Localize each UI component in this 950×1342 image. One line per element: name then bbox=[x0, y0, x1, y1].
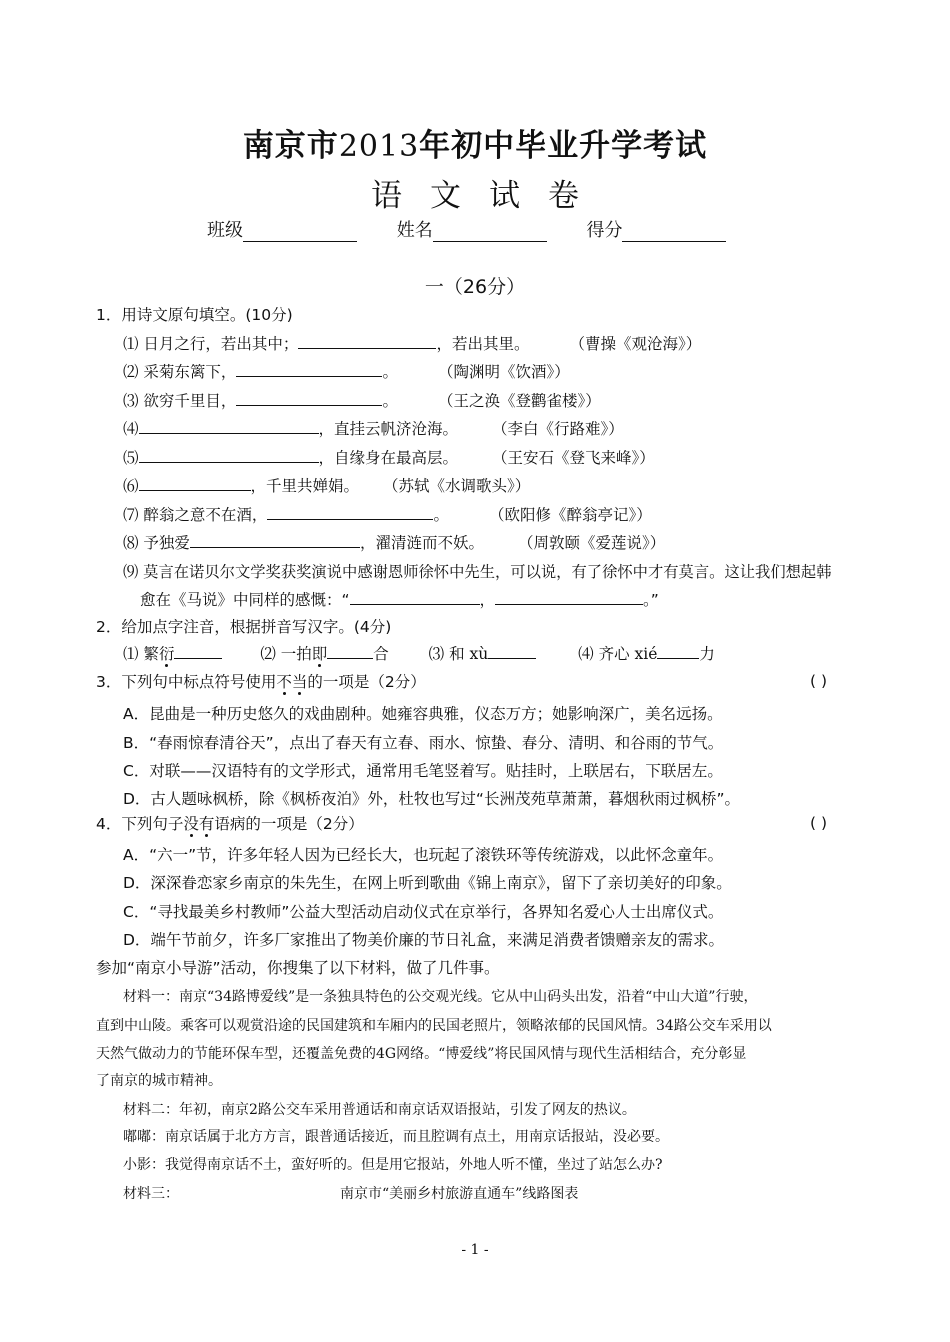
q4-answer-box[interactable]: ( ) bbox=[810, 814, 828, 832]
q3-option-a: A．昆曲是一种历史悠久的戏曲剧种。她雍容典雅，仪态万方；她影响深广，美名远扬。 bbox=[123, 705, 723, 723]
material1-line4: 了南京的城市精神。 bbox=[96, 1073, 222, 1089]
title-city: 南京市 bbox=[242, 128, 339, 164]
score-field[interactable] bbox=[622, 221, 726, 242]
q4-option-a: A．“六一”节，许多年轻人因为已经长大，也玩起了滚铁环等传统游戏，以此怀念童年。 bbox=[123, 846, 724, 864]
q3-answer-box[interactable]: ( ) bbox=[810, 672, 828, 690]
q1-item1: ⑴ 日月之行，若出其中； ，若出其里。 （曹操《观沧海》） bbox=[123, 335, 702, 353]
q4-stem: 4．下列句子没有语病的一项是（2分） bbox=[96, 815, 364, 833]
material2-line1: 材料二：年初，南京2路公交车采用普通话和南京话双语报站，引发了网友的热议。 bbox=[123, 1102, 636, 1118]
class-label: 班级 bbox=[207, 220, 243, 241]
q1-blank5[interactable] bbox=[139, 448, 319, 463]
q4-option-d: D．端午节前夕，许多厂家推出了物美价廉的节日礼盒，来满足消费者馈赠亲友的需求。 bbox=[123, 931, 724, 949]
q2-item1: ⑴ 繁衍 bbox=[123, 645, 222, 663]
q1-item2: ⑵ 采菊东篱下， 。 （陶渊明《饮酒》） bbox=[123, 363, 570, 381]
page-number: - 1 - bbox=[461, 1242, 489, 1258]
q1-blank6[interactable] bbox=[139, 476, 251, 491]
q2-blank3[interactable] bbox=[488, 644, 536, 659]
q1-stem: 1．用诗文原句填空。(10分) bbox=[96, 306, 293, 324]
q4-option-c: C．“寻找最美乡村教师”公益大型活动启动仪式在京举行，各界知名爱心人士出席仪式。 bbox=[123, 903, 724, 921]
name-field[interactable] bbox=[433, 221, 547, 242]
q1-item9-cont: 愈在《马说》中同样的感慨：“ ， 。” bbox=[140, 591, 659, 609]
name-label: 姓名 bbox=[396, 220, 433, 241]
score-label: 得分 bbox=[586, 220, 623, 241]
q2-blank1[interactable] bbox=[174, 644, 222, 659]
material2-xiaoying: 小影：我觉得南京话不土，蛮好听的。但是用它报站，外地人听不懂，坐过了站怎么办? bbox=[123, 1157, 663, 1173]
material3-title: 南京市“美丽乡村旅游直通车”线路图表 bbox=[340, 1186, 579, 1202]
q1-blank7[interactable] bbox=[267, 505, 433, 520]
student-info bbox=[207, 216, 726, 242]
class-field[interactable] bbox=[243, 221, 357, 242]
title-year: 2013 bbox=[338, 129, 420, 164]
material1-line3: 天然气做动力的节能环保车型，还覆盖免费的4G网络。“博爱线”将民国风情与现代生活相结合，充分彰显 bbox=[96, 1046, 747, 1062]
material1-line1: 材料一：南京“34路博爱线”是一条独具特色的公交观光线。它从中山码头出发，沿着“中山大道”行驶， bbox=[123, 989, 758, 1005]
q2-item4: ⑷ 齐心 xié 力 bbox=[578, 645, 715, 663]
q1-item5: ⑸ ，自缘身在最高层。 （王安石《登飞来峰》） bbox=[123, 449, 655, 467]
q2-blank2[interactable] bbox=[327, 644, 373, 659]
q1-blank2[interactable] bbox=[236, 362, 382, 377]
q2-items bbox=[123, 644, 715, 664]
q4-option-b: D．深深眷恋家乡南京的朱先生，在网上听到歌曲《锦上南京》，留下了亲切美好的印象。 bbox=[123, 874, 732, 892]
q2-stem: 2．给加点字注音，根据拼音写汉字。(4分) bbox=[96, 618, 392, 636]
q3-option-d: D．古人题咏枫桥，除《枫桥夜泊》外，杜牧也写过“长洲茂苑草萧萧，暮烟秋雨过枫桥”。 bbox=[123, 790, 740, 808]
q1-item8: ⑻ 予独爱 ，濯清涟而不妖。 （周敦颐《爱莲说》） bbox=[123, 534, 666, 552]
q1-blank3[interactable] bbox=[236, 391, 382, 406]
exam-title bbox=[0, 120, 950, 165]
title-exam: 年初中毕业升学考试 bbox=[419, 128, 708, 164]
q1-blank9a[interactable] bbox=[350, 590, 480, 605]
q1-blank1[interactable] bbox=[298, 334, 436, 349]
material3-label: 材料三： bbox=[123, 1186, 179, 1202]
material1-line2: 直到中山陵。乘客可以观赏沿途的民国建筑和车厢内的民国老照片，领略浓郁的民国风情。34路公交车采用以 bbox=[96, 1018, 772, 1034]
q1-blank4[interactable] bbox=[139, 419, 319, 434]
q1-item7: ⑺ 醉翁之意不在酒， 。 （欧阳修《醉翁亭记》） bbox=[123, 506, 652, 524]
q3-option-b: B．“春雨惊春清谷天”，点出了春天有立春、雨水、惊蛰、春分、清明、和谷雨的节气。 bbox=[123, 734, 724, 752]
q2-item3: ⑶ 和 xù bbox=[429, 645, 537, 663]
section-heading: 一（26分） bbox=[424, 276, 526, 298]
q3-option-c: C．对联——汉语特有的文学形式，通常用毛笔竖着写。贴挂时，上联居右，下联居左。 bbox=[123, 762, 723, 780]
q1-item9: ⑼ 莫言在诺贝尔文学奖获奖演说中感谢恩师徐怀中先生，可以说，有了徐怀中才有莫言。这让我们想起韩 bbox=[123, 563, 832, 581]
activity-intro: 参加“南京小导游”活动，你搜集了以下材料，做了几件事。 bbox=[96, 959, 500, 977]
q2-blank4[interactable] bbox=[657, 644, 699, 659]
exam-subtitle: 语文试卷 bbox=[371, 178, 607, 214]
material2-dudu: 嘟嘟：南京话属于北方方言，跟普通话接近，而且腔调有点土，用南京话报站，没必要。 bbox=[123, 1129, 669, 1145]
q1-item4: ⑷ ，直挂云帆济沧海。 （李白《行路难》） bbox=[123, 420, 624, 438]
q1-blank9b[interactable] bbox=[495, 590, 643, 605]
q1-item6: ⑹ ，千里共婵娟。 （苏轼《水调歌头》） bbox=[123, 477, 531, 495]
q2-item2: ⑵ 一拍即 合 bbox=[260, 645, 389, 663]
q3-stem: 3．下列句中标点符号使用不当的一项是（2分） bbox=[96, 673, 426, 691]
q1-blank8[interactable] bbox=[190, 533, 360, 548]
q1-item3: ⑶ 欲穷千里目， 。 （王之涣《登鹳雀楼》） bbox=[123, 392, 601, 410]
